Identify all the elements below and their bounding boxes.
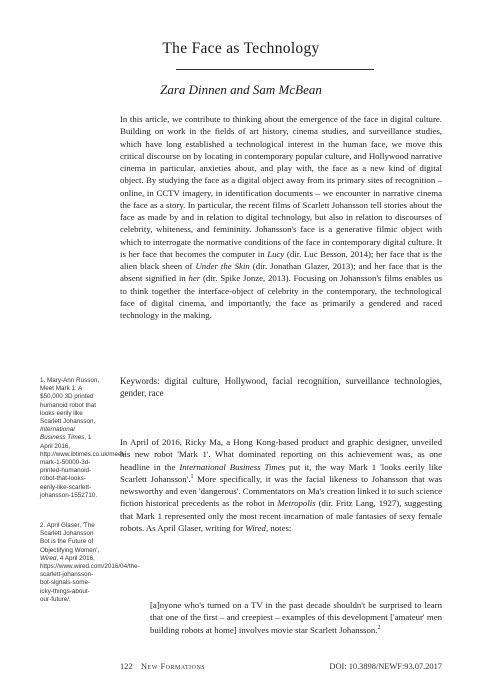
keywords (120, 375, 442, 400)
film-title-her: her (188, 273, 201, 284)
abstract (120, 113, 442, 321)
abstract-text-4: (dir. Spike Jonze, 2013). Focusing on Johansson's films enables us to think together the interface-object of celebrity in the contemporary, the technological face of digital cinema, and importantly, the face as primarily a gendered and raced technology in the making. (120, 273, 442, 320)
footnote-2-publication: Wired (40, 554, 57, 562)
quote-text: [a]nyone who's turned on a TV in the past decade shouldn't be surprised to learn that one of the first – and creepiest – examples of this development ['amateur' men building robots at home] involves movie star Scarlett Johansson. (150, 600, 442, 635)
footnote-1-text-a: 1. Mary-Ann Russon, Meet Mark 1: A $50,000 3D printed humanoid robot that looks eerily like Scarlett Johansson, (40, 377, 100, 426)
article-authors: Zara Dinnen and Sam McBean (160, 82, 322, 97)
title-rule (176, 69, 374, 70)
footnote-ref-2[interactable]: 2 (377, 624, 381, 631)
film-title-under-the-skin: Under the Skin (195, 261, 250, 271)
journal-name: New Formations (141, 662, 206, 671)
page-number: 122 (120, 662, 133, 671)
body-text-1: In April of 2016, Ricky Ma, a Hong Kong-based product and graphic designer, unveiled his new robot 'Mark 1'. What dominated reporting on this achievement was, as one headline in the (120, 437, 442, 472)
abstract-text-3: (dir. Jonathan Glazer, 2013); and her face that is the absent signified in (120, 261, 442, 284)
footnote-1-publication: International Business Times (40, 426, 85, 442)
body-text-4: (dir. Fritz Lang, 1927), suggesting that Mark 1 represented only the most recent incarnation of male fantasies of sexy female robots. As April Glaser, writing for (120, 498, 442, 533)
body-text-2: put it, the way Mark 1 'looks eerily like Scarlett Johansson'. (120, 461, 442, 484)
footnote-2-text-a: 2. April Glaser, 'The Scarlett Johansson Bot is the Future of Objectifying Women', (40, 522, 100, 554)
article-title: The Face as Technology (162, 40, 320, 57)
footnote-2-text-b: , 4 April 2016, https://www.wired.com/2016/04/the-scarlett-johansson-bot-signals-some-icky-things-about-our-future/. (40, 554, 140, 603)
footnote-ref-1[interactable]: 1 (190, 473, 194, 480)
block-quote (150, 599, 442, 636)
abstract-text-1: In this article, we contribute to thinking about the emergence of the face in digital culture. Building on work in the fields of art history, cinema studies, and surveillance studies, which have long established a technological interest in the human face, we move this critical discourse on by locating in contemporary popular culture, and Hollywood narrative cinema in particular, anxieties about, and play with, the face as a new kind of digital object. By studying the face as a digital object away from its primary sites of recognition – online, in CCTV imagery, in identification documents – we encounter in narrative cinema the face as a story. In particular, the recent films of Scarlett Johansson tell stories about the face as made by and in relation to digital technology, but also in relation to discourses of celebrity, whiteness, and femininity. Johansson's face is a generative filmic object with which to interrogate the normative conditions of the face in contemporary digital culture. It is her face that becomes the computer in (120, 114, 442, 259)
publication-wired: Wired (245, 522, 266, 533)
footnote-1 (40, 377, 126, 500)
body-paragraph (120, 436, 442, 534)
doi[interactable]: DOI: 10.3898/NEWF:93.07.2017 (329, 662, 442, 671)
footnote-1-text-b: , 1 April 2016, http://www.ibtimes.co.uk/meet-mark-1-50000-3d-printed-humanoid-robot-that-looks-eerily-like-scarlett-johansson-1552710. (40, 434, 126, 499)
body-text-5: , notes: (265, 522, 292, 533)
abstract-text-2: (dir. Luc Besson, 2014); her face that is the alien black sheen of (120, 248, 442, 271)
body-text-3: More specifically, it was the facial likeness to Johansson that was newsworthy and even 'dangerous'. Commentators on Ma's creation linked it to such science fiction historical precedents as the robot in (120, 473, 442, 509)
publication-ibt: International Business Times (179, 461, 286, 472)
keywords-text: digital culture, Hollywood, facial recognition, surveillance technologies, gender, race (120, 376, 442, 399)
footnote-2 (40, 522, 140, 604)
film-title-lucy: Lucy (267, 248, 285, 259)
film-title-metropolis: Metropolis (277, 498, 316, 509)
keywords-label: Keywords: (120, 376, 160, 386)
